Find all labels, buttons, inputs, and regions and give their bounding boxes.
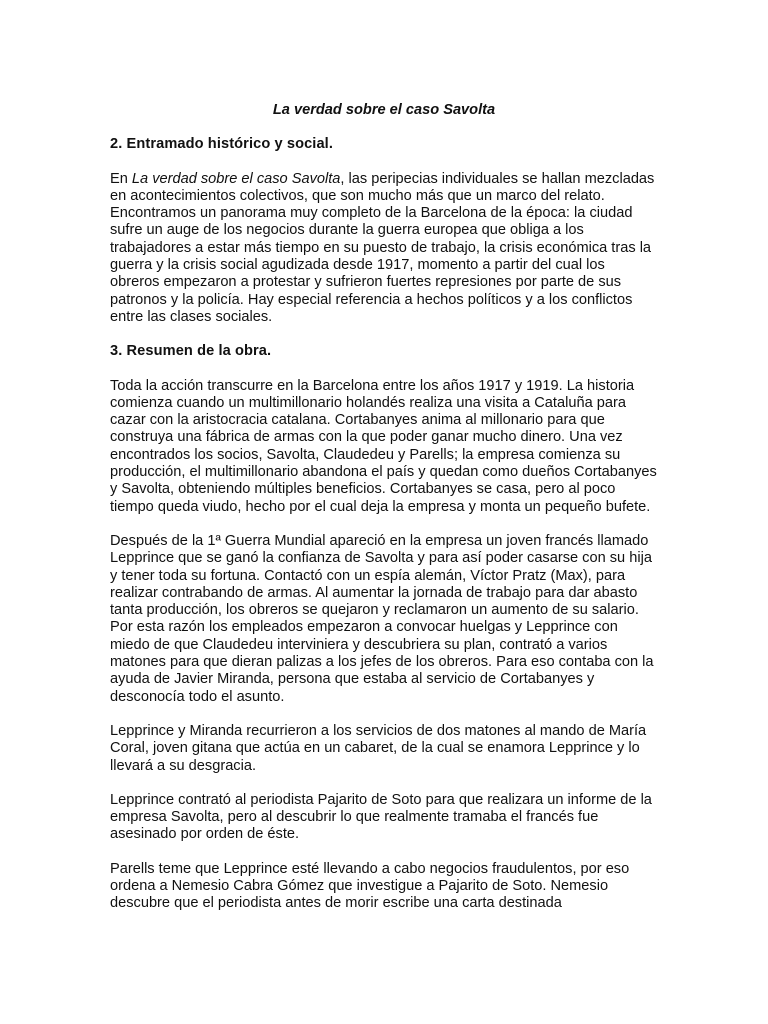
paragraph-summary-5: Parells teme que Lepprince esté llevando a cabo negocios fraudulentos, por eso ordena a Nemesio Cabra Gómez que investigue a Pajarito de Soto. Nemesio descubre que el periodista antes de morir escribe una carta destinada	[110, 860, 630, 912]
document-title: La verdad sobre el caso Savolta	[272, 102, 496, 118]
paragraph-summary-4: Lepprince contrató al periodista Pajarito de Soto para que realizara un informe de la empresa Savolta, pero al descubrir lo que realmente tramaba el francés fue asesinado por orden de éste.	[110, 791, 652, 843]
paragraph-summary-2: Después de la 1ª Guerra Mundial apareció en la empresa un joven francés llamado Lepprince que se ganó la confianza de Savolta y para así poder casarse con su hija y tener toda su fortuna. Contactó con un espía alemán, Víctor Pratz (Max), para realizar contrabando de armas. Al aumentar la jornada de trabajo para dar abasto tanta producción, los obreros se quejaron y reclamaron un aumento de su salario. Por esta razón los empleados empezaron a convocar huelgas y Lepprince con miedo de que Claudedeu interviniera y descubriera su plan, contrató a varios matones para que dieran palizas a los jefes de los obreros. Para eso contaba con la ayuda de Javier Miranda, persona que estaba al servicio de Cortabanyes y desconocía todo el asunto.	[110, 532, 654, 705]
book-title-italic: La verdad sobre el caso Savolta	[131, 170, 341, 187]
paragraph-body-text: , las peripecias individuales se hallan mezcladas en acontecimientos colectivos, que son mucho más que un marco del relato. Encontramos un panorama muy completo de la Barcelona de la época: la ciudad sufre un auge de los negocios durante la guerra europea que obliga a los trabajadores a estar más tiempo en su puesto de trabajo, la crisis económica tras la guerra y la crisis social agudizada desde 1917, momento a partir del cual los obreros empezaron a protestar y sufrieron fuertes represiones por parte de sus patronos y la policía. Hay especial referencia a hechos políticos y a los conflictos entre las clases sociales.	[110, 170, 655, 325]
section-heading-summary: 3. Resumen de la obra.	[110, 343, 272, 360]
section-heading-historical-context: 2. Entramado histórico y social.	[110, 136, 333, 153]
paragraph-summary-3: Lepprince y Miranda recurrieron a los servicios de dos matones al mando de María Coral, joven gitana que actúa en un cabaret, de la cual se enamora Lepprince y lo llevará a su desgracia.	[110, 722, 647, 774]
paragraph-historical-context	[110, 171, 658, 327]
paragraph-intro-text: En	[110, 170, 132, 187]
paragraph-summary-1: Toda la acción transcurre en la Barcelona entre los años 1917 y 1919. La historia comienza cuando un multimillonario holandés realiza una visita a Cataluña para cazar con la aristocracia catalana. Cortabanyes anima al millonario para que construya una fábrica de armas con la que poder ganar mucho dinero. Una vez encontrados los socios, Savolta, Claudedeu y Parells; la empresa comienza su producción, el multimillonario abandona el país y quedan como dueños Cortabanyes y Savolta, obteniendo múltiples beneficios. Cortabanyes se casa, pero al poco tiempo queda viudo, hecho por el cual deja la empresa y monta un pequeño bufete.	[110, 377, 657, 515]
document-page	[110, 102, 658, 930]
